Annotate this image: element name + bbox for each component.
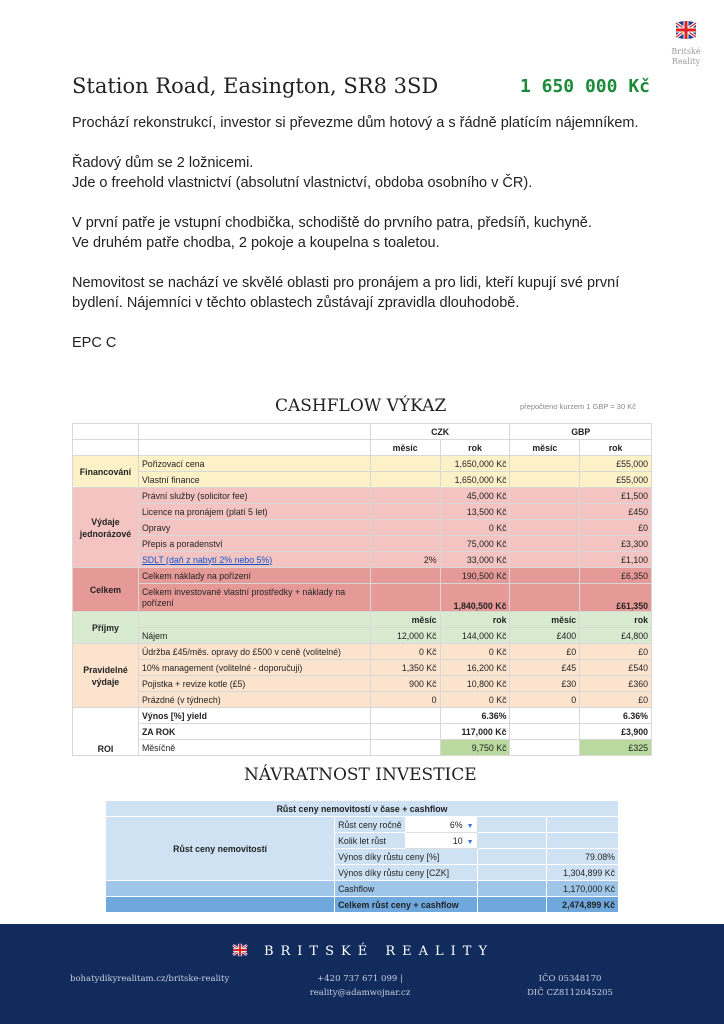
logo-text: Britské Reality bbox=[671, 47, 701, 66]
table-row bbox=[73, 536, 652, 552]
sdlt-link[interactable]: SDLT (daň z nabytí 2% nebo 5%) bbox=[141, 554, 273, 565]
column-header: rok bbox=[440, 440, 510, 456]
dropdown-arrow-icon: ▼ bbox=[466, 822, 474, 830]
table-row bbox=[73, 628, 652, 644]
row-label: Celkem náklady na pořízení bbox=[138, 568, 370, 584]
investment-return-title: NÁVRATNOST INVESTICE bbox=[244, 765, 477, 785]
footer-website[interactable]: bohatydikyrealitam.cz/britske-reality bbox=[70, 974, 230, 984]
row-label: Měsíčně bbox=[138, 740, 370, 756]
table-row bbox=[73, 740, 652, 756]
cell-value: 16,200 Kč bbox=[440, 660, 510, 676]
category-label: Celkem bbox=[73, 568, 139, 612]
cell-value: 0 Kč bbox=[440, 692, 510, 708]
dropdown-arrow-icon: ▼ bbox=[466, 838, 474, 846]
cell-value: 0 Kč bbox=[440, 520, 510, 536]
cell-value: 0 bbox=[510, 692, 580, 708]
table-row bbox=[73, 472, 652, 488]
column-header: rok bbox=[580, 612, 652, 628]
row-label: Výnos díky růstu ceny [%] bbox=[335, 849, 477, 865]
footer-phone[interactable]: +420 737 671 099 | bbox=[317, 974, 403, 984]
cell-value: 13,500 Kč bbox=[440, 504, 510, 520]
cell-value: £45 bbox=[510, 660, 580, 676]
description-paragraph: Nemovitost se nachází ve skvělé oblasti pro pronájem a pro lidi, kteří kupují své první bydlení. Nájemníci v těchto oblastech zůstávají zpravidla dlouhodobě. bbox=[72, 275, 620, 311]
table-row bbox=[73, 692, 652, 708]
table-row bbox=[73, 708, 652, 724]
footer-ico: IČO 05348170 bbox=[538, 974, 602, 984]
category-label: Pravidelné výdaje bbox=[73, 644, 139, 708]
cell-value: £540 bbox=[580, 660, 652, 676]
cell-value: £55,000 bbox=[580, 472, 652, 488]
row-label: 10% management (volitelné - doporučuji) bbox=[138, 660, 370, 676]
cell-value: £0 bbox=[580, 520, 652, 536]
table-row bbox=[73, 552, 652, 568]
cell-value: 1,650,000 Kč bbox=[440, 456, 510, 472]
category-label: Výdaje jednorázové bbox=[73, 488, 139, 568]
property-title: Station Road, Easington, SR8 3SD bbox=[72, 74, 439, 98]
years-select[interactable]: 10 ▼ bbox=[405, 833, 477, 849]
description-paragraph: Řadový dům se 2 ložnicemi. Jde o freehold vlastnictví (absolutní vlastnictví, obdoba osobního v ČR). bbox=[72, 155, 533, 191]
cell-value: 2% bbox=[370, 552, 440, 568]
row-label: Cashflow bbox=[335, 881, 477, 897]
cashflow-table bbox=[72, 423, 652, 756]
cell-value: 45,000 Kč bbox=[440, 488, 510, 504]
column-header: měsíc bbox=[370, 612, 440, 628]
footer-brand: BRITSKÉ REALITY bbox=[0, 943, 724, 959]
cell-value: 190,500 Kč bbox=[440, 568, 510, 584]
cell-value: 117,000 Kč bbox=[440, 724, 510, 740]
row-label: Výnos [%] yield bbox=[138, 708, 370, 724]
row-label: Právní služby (solicitor fee) bbox=[138, 488, 370, 504]
table-row bbox=[106, 817, 619, 833]
cell-value: £61,350 bbox=[580, 584, 652, 612]
cell-value: £1,100 bbox=[580, 552, 652, 568]
cell-value: 0 bbox=[370, 692, 440, 708]
description-paragraph: Prochází rekonstrukcí, investor si převezme dům hotový a s řádně platícím nájemníkem. bbox=[72, 115, 639, 131]
table-row bbox=[73, 488, 652, 504]
property-price: 1 650 000 Kč bbox=[519, 76, 650, 97]
table-row bbox=[73, 520, 652, 536]
cell-value: 10,800 Kč bbox=[440, 676, 510, 692]
cell-value: 79.08% bbox=[547, 849, 619, 865]
brand-logo bbox=[666, 20, 706, 67]
cell-value: 900 Kč bbox=[370, 676, 440, 692]
row-label: Prázdné (v týdnech) bbox=[138, 692, 370, 708]
row-label: Vlastní finance bbox=[138, 472, 370, 488]
cell-value: 1,350 Kč bbox=[370, 660, 440, 676]
cell-value: £30 bbox=[510, 676, 580, 692]
cell-value: 0 Kč bbox=[440, 644, 510, 660]
footer-email[interactable]: reality@adamwojnar.cz bbox=[309, 988, 411, 998]
property-description bbox=[72, 113, 672, 373]
cell-value: £325 bbox=[580, 740, 652, 756]
table-row bbox=[73, 584, 652, 612]
category-label: Příjmy bbox=[73, 612, 139, 644]
cell-value: £6,350 bbox=[580, 568, 652, 584]
category-label: ROI bbox=[73, 708, 139, 756]
cell-value: £0 bbox=[580, 644, 652, 660]
table-row bbox=[73, 676, 652, 692]
cell-value: £4,800 bbox=[580, 628, 652, 644]
table-row bbox=[73, 644, 652, 660]
cell-value: 75,000 Kč bbox=[440, 536, 510, 552]
table-row bbox=[106, 881, 619, 897]
currency-header-czk: CZK bbox=[370, 424, 510, 440]
row-label: Růst ceny ročně bbox=[335, 817, 406, 833]
footer-contact bbox=[290, 972, 430, 1000]
row-label: Přepis a poradenství bbox=[138, 536, 370, 552]
row-label: ZA ROK bbox=[138, 724, 370, 740]
column-header: rok bbox=[580, 440, 652, 456]
footer-dic: DIČ CZ8112045205 bbox=[527, 988, 613, 998]
cell-value: £0 bbox=[580, 692, 652, 708]
table-title: Růst ceny nemovitostí v čase + cashflow bbox=[106, 801, 619, 817]
description-paragraph: V první patře je vstupní chodbička, schodiště do prvního patra, předsíň, kuchyně. Ve druhém patře chodba, 2 pokoje a koupelna s toaletou. bbox=[72, 215, 592, 251]
sdlt-link-cell[interactable] bbox=[138, 552, 370, 568]
cell-value: £400 bbox=[510, 628, 580, 644]
cell-value: 1,304,899 Kč bbox=[547, 865, 619, 881]
row-label: Celkem investované vlastní prostředky + náklady na pořízení bbox=[138, 584, 370, 612]
footer-company-ids bbox=[500, 972, 640, 1000]
exchange-rate-note: přepočteno kurzem 1 GBP = 30 Kč bbox=[520, 402, 636, 411]
table-row bbox=[73, 456, 652, 472]
cell-value: 2,474,899 Kč bbox=[547, 897, 619, 913]
row-label: Pořizovací cena bbox=[138, 456, 370, 472]
growth-rate-select[interactable]: 6% ▼ bbox=[405, 817, 477, 833]
table-row bbox=[73, 568, 652, 584]
cell-value: £450 bbox=[580, 504, 652, 520]
epc-rating: EPC C bbox=[72, 335, 117, 351]
cell-value: 12,000 Kč bbox=[370, 628, 440, 644]
cell-value: 1,650,000 Kč bbox=[440, 472, 510, 488]
currency-header-gbp: GBP bbox=[510, 424, 652, 440]
row-label: Celkem růst ceny + cashflow bbox=[335, 897, 477, 913]
cell-value: 6.36% bbox=[580, 708, 652, 724]
cell-value: 9,750 Kč bbox=[440, 740, 510, 756]
cell-value: 144,000 Kč bbox=[440, 628, 510, 644]
table-row bbox=[106, 897, 619, 913]
row-label: Nájem bbox=[138, 628, 370, 644]
group-label: Růst ceny nemovitostí bbox=[106, 817, 335, 881]
cell-value: £55,000 bbox=[580, 456, 652, 472]
row-label: Pojistka + revize kotle (£5) bbox=[138, 676, 370, 692]
row-label: Výnos díky růstu ceny [CZK] bbox=[335, 865, 477, 881]
cell-value: 1,840,500 Kč bbox=[440, 584, 510, 612]
footer bbox=[0, 924, 724, 1024]
uk-flag-icon bbox=[230, 943, 250, 957]
table-row bbox=[73, 660, 652, 676]
column-header: měsíc bbox=[370, 440, 440, 456]
cell-value: £3,300 bbox=[580, 536, 652, 552]
column-header: měsíc bbox=[510, 440, 580, 456]
cell-value: 0 Kč bbox=[370, 644, 440, 660]
cell-value: 6.36% bbox=[440, 708, 510, 724]
row-label: Kolik let růst bbox=[335, 833, 406, 849]
row-label: Údržba £45/měs. opravy do £500 v ceně (volitelné) bbox=[138, 644, 370, 660]
uk-flag-icon bbox=[673, 20, 699, 40]
row-label: Licence na pronájem (platí 5 let) bbox=[138, 504, 370, 520]
row-label: Opravy bbox=[138, 520, 370, 536]
cell-value: £1,500 bbox=[580, 488, 652, 504]
investment-return-table bbox=[105, 800, 619, 913]
table-row bbox=[73, 504, 652, 520]
column-header: rok bbox=[440, 612, 510, 628]
cell-value: £3,900 bbox=[580, 724, 652, 740]
cell-value: 1,170,000 Kč bbox=[547, 881, 619, 897]
cell-value: £0 bbox=[510, 644, 580, 660]
column-header: měsíc bbox=[510, 612, 580, 628]
table-row bbox=[73, 724, 652, 740]
category-label: Financování bbox=[73, 456, 139, 488]
cell-value: 33,000 Kč bbox=[440, 552, 510, 568]
cell-value: £360 bbox=[580, 676, 652, 692]
cashflow-title: CASHFLOW VÝKAZ bbox=[275, 396, 447, 416]
table-row bbox=[73, 612, 652, 628]
